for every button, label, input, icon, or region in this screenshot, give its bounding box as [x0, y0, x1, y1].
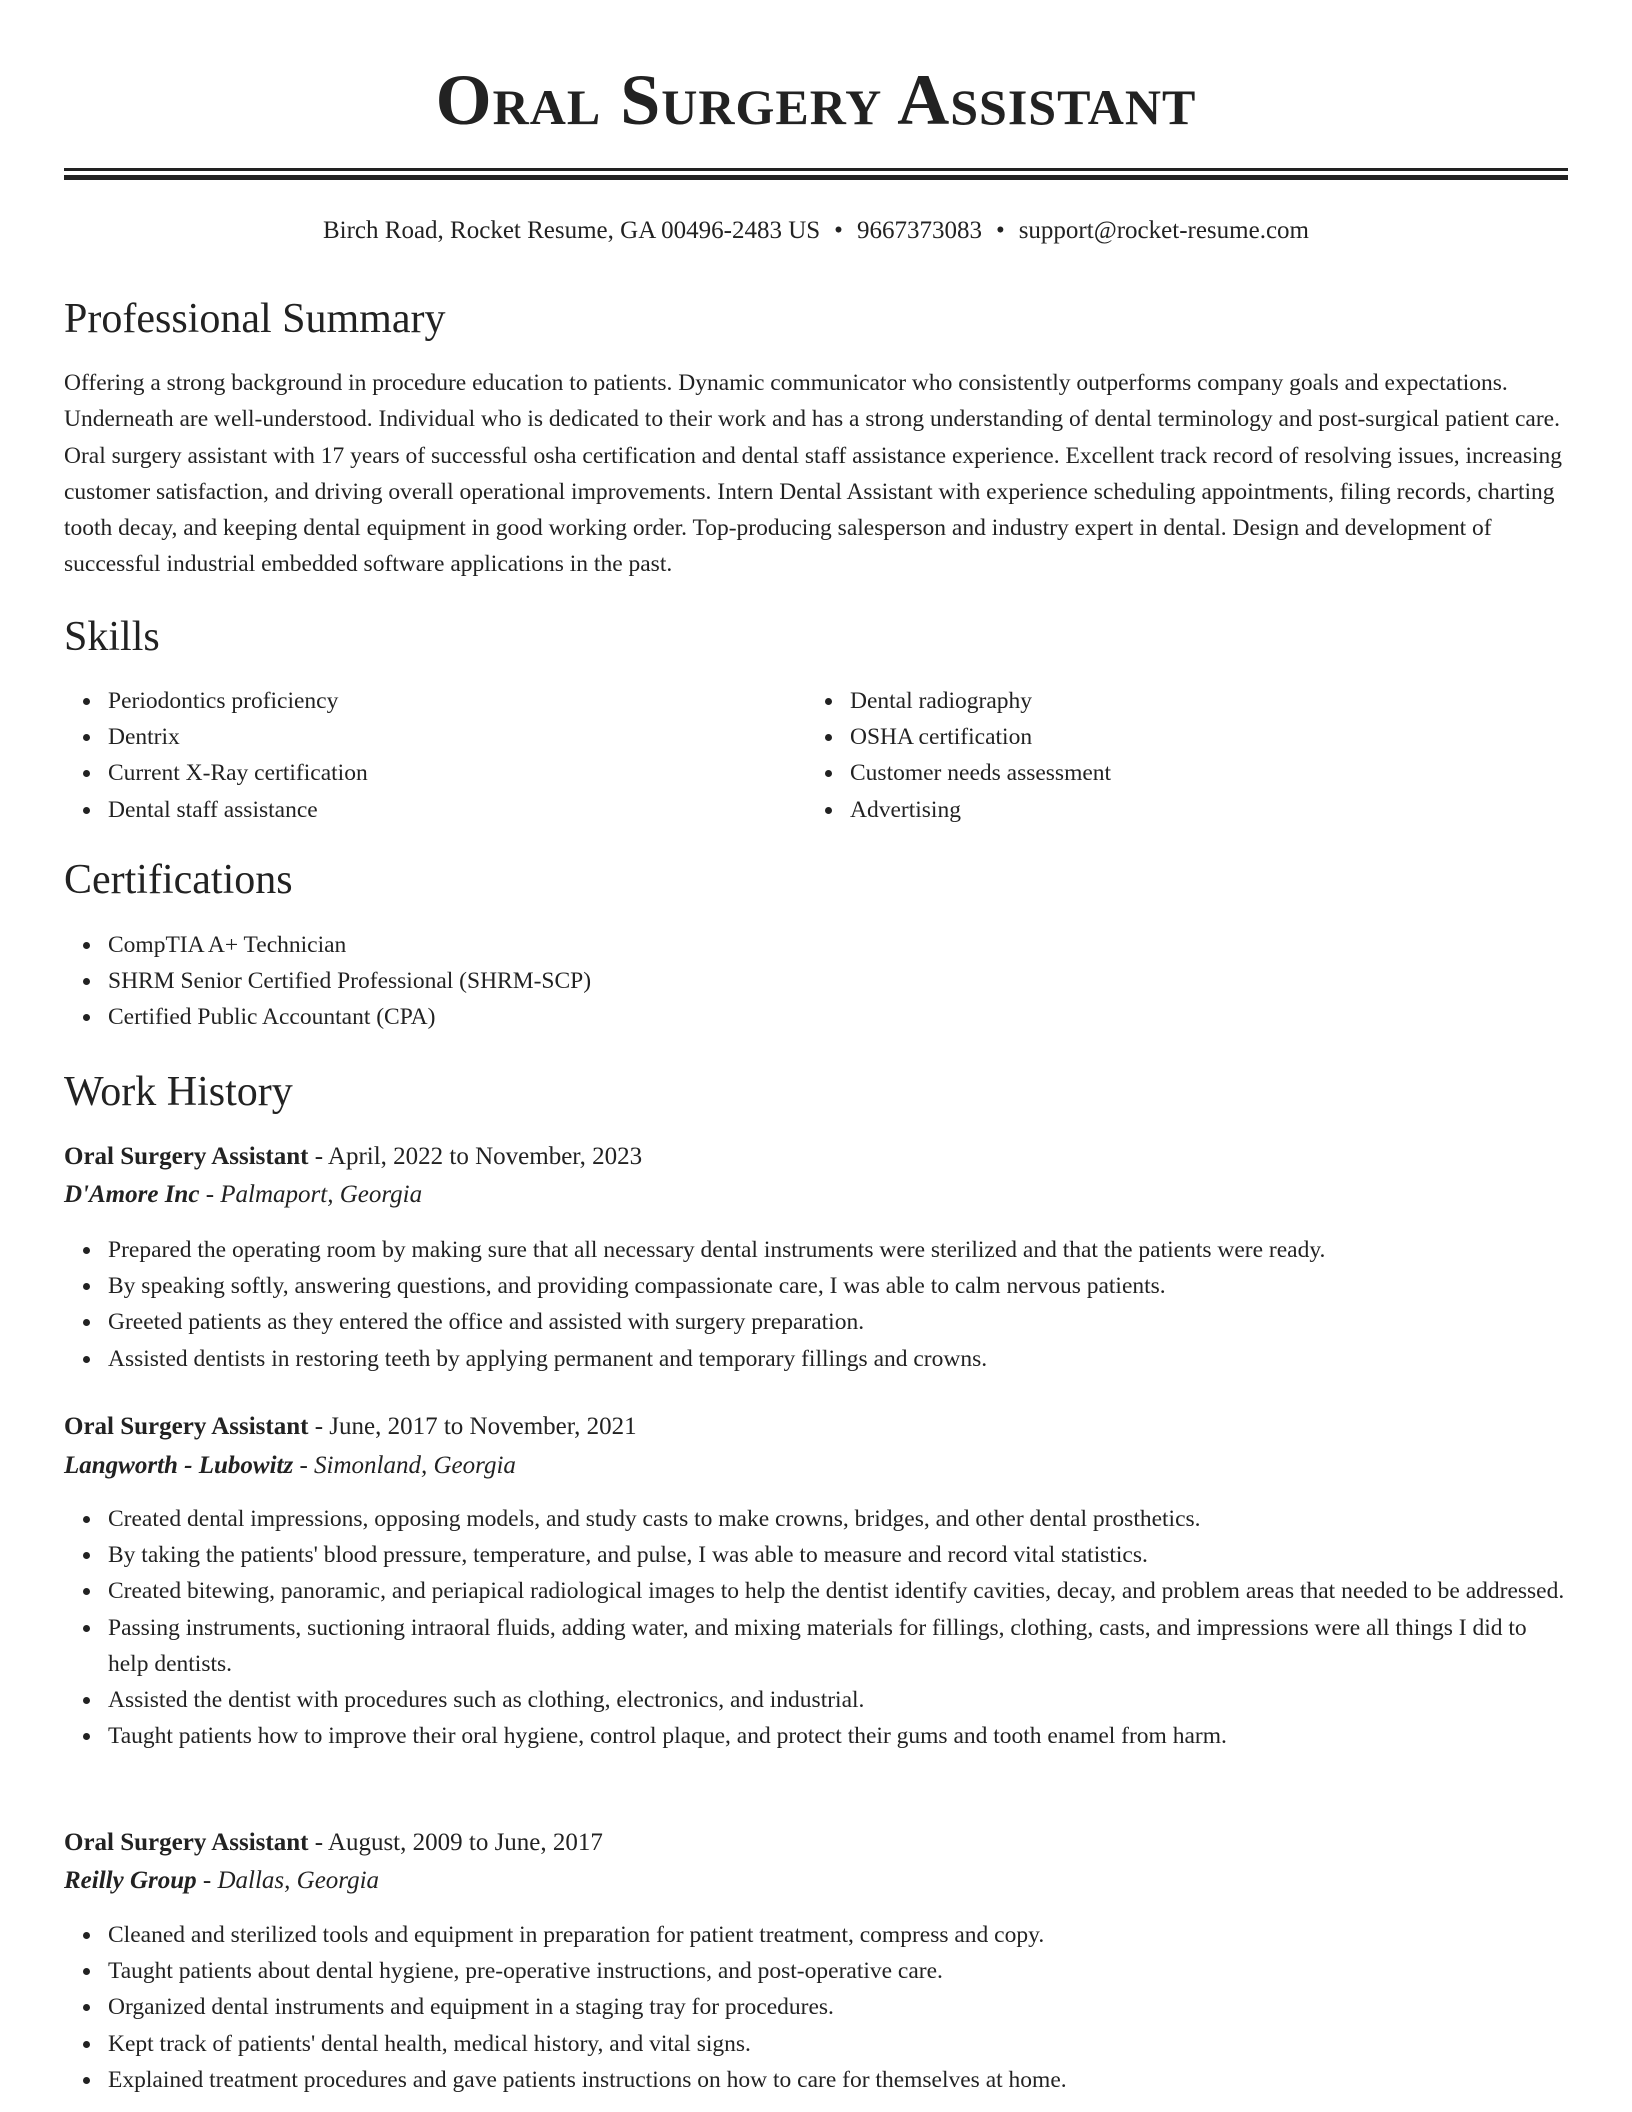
job-bullet: Assisted dentists in restoring teeth by applying permanent and temporary fillings and crowns.: [64, 1341, 1568, 1377]
contact-separator: •: [995, 217, 1005, 244]
skill-item: Dental radiography: [806, 683, 1506, 719]
job-title-line: [64, 1138, 642, 1176]
job-company: Reilly Group: [64, 1867, 197, 1894]
job-title-line: [64, 1408, 637, 1446]
job-bullet-list: [64, 1232, 1568, 1377]
job-bullet: Taught patients about dental hygiene, pre-operative instructions, and post-operative care.: [64, 1953, 1568, 1989]
skill-item: Advertising: [806, 792, 1506, 828]
job-bullet-list: [64, 1917, 1568, 2098]
job-bullet: Prepared the operating room by making sure that all necessary dental instruments were sterilized and that the patients were ready.: [64, 1232, 1568, 1268]
job-dates: - April, 2022 to November, 2023: [308, 1143, 643, 1170]
skills-heading: Skills: [64, 614, 160, 660]
skill-item: Customer needs assessment: [806, 755, 1506, 791]
summary-text: Offering a strong background in procedure education to patients. Dynamic communicator who consistently outperforms company goals and expectations. Underneath are well-understood. Individual who is dedicated to their work and has a strong understanding of dental terminology and post-surgical patient care. Oral surgery assistant with 17 years of successful osha certification and dental staff assistance experience. Excellent track record of resolving issues, increasing customer satisfaction, and driving overall operational improvements. Intern Dental Assistant with experience scheduling appointments, filing records, charting tooth decay, and keeping dental equipment in good working order. Top-producing salesperson and industry expert in dental. Design and development of successful industrial embedded software applications in the past.: [64, 370, 1563, 578]
skill-item: Periodontics proficiency: [64, 683, 764, 719]
certification-item: SHRM Senior Certified Professional (SHRM-SCP): [64, 963, 1564, 999]
skill-item: OSHA certification: [806, 719, 1506, 755]
job-company-line: [64, 1176, 422, 1214]
job-company-line: [64, 1447, 516, 1485]
skill-item: Dental staff assistance: [64, 792, 764, 828]
work-history-heading: Work History: [64, 1069, 293, 1115]
certifications-list: [64, 927, 1564, 1036]
job-bullet: Created bitewing, panoramic, and periapical radiological images to help the dentist identify cavities, decay, and problem areas that needed to be addressed.: [64, 1573, 1568, 1609]
job-bullet: Created dental impressions, opposing models, and study casts to make crowns, bridges, and other dental prosthetics.: [64, 1501, 1568, 1537]
job-bullet: By taking the patients' blood pressure, temperature, and pulse, I was able to measure and record vital statistics.: [64, 1537, 1568, 1573]
job-title-line: [64, 1824, 603, 1862]
header-divider-thick: [64, 175, 1568, 180]
job-bullet: Assisted the dentist with procedures such as clothing, electronics, and industrial.: [64, 1682, 1568, 1718]
skills-list-right: [806, 683, 1506, 828]
job-company: Langworth - Lubowitz: [64, 1452, 294, 1479]
summary-heading: Professional Summary: [64, 296, 446, 342]
contact-line: [0, 212, 1632, 250]
skills-list-left: [64, 683, 764, 828]
job-company-line: [64, 1862, 379, 1900]
job-location: - Simonland, Georgia: [293, 1452, 516, 1479]
certification-item: Certified Public Accountant (CPA): [64, 999, 1564, 1035]
job-title: Oral Surgery Assistant: [64, 1829, 309, 1856]
certification-item: CompTIA A+ Technician: [64, 927, 1564, 963]
job-bullet: Taught patients how to improve their oral hygiene, control plaque, and protect their gums and tooth enamel from harm.: [64, 1718, 1568, 1754]
job-dates: - June, 2017 to November, 2021: [308, 1413, 637, 1440]
skill-item: Current X-Ray certification: [64, 755, 764, 791]
job-title: Oral Surgery Assistant: [64, 1413, 309, 1440]
skill-item: Dentrix: [64, 719, 764, 755]
job-bullet: Cleaned and sterilized tools and equipment in preparation for patient treatment, compress and copy.: [64, 1917, 1568, 1953]
contact-email: support@rocket-resume.com: [1018, 217, 1309, 244]
contact-separator: •: [834, 217, 843, 244]
job-location: - Palmaport, Georgia: [199, 1181, 423, 1208]
job-dates: - August, 2009 to June, 2017: [308, 1829, 603, 1856]
job-location: - Dallas, Georgia: [196, 1867, 380, 1894]
header-divider-thin: [64, 168, 1568, 171]
job-bullet: Greeted patients as they entered the office and assisted with surgery preparation.: [64, 1304, 1568, 1340]
job-bullet: Explained treatment procedures and gave patients instructions on how to care for themselves at home.: [64, 2062, 1568, 2098]
job-bullet: Organized dental instruments and equipment in a staging tray for procedures.: [64, 1989, 1568, 2025]
job-bullet-list: [64, 1501, 1568, 1754]
job-title: Oral Surgery Assistant: [64, 1143, 309, 1170]
contact-address: Birch Road, Rocket Resume, GA 00496-2483 US: [322, 217, 821, 244]
job-bullet: Passing instruments, suctioning intraoral fluids, adding water, and mixing materials for fillings, clothing, casts, and impressions were all things I did to help dentists.: [64, 1610, 1568, 1682]
resume-name-heading: Oral Surgery Assistant: [435, 60, 1197, 140]
job-bullet: By speaking softly, answering questions, and providing compassionate care, I was able to calm nervous patients.: [64, 1268, 1568, 1304]
job-bullet: Kept track of patients' dental health, medical history, and vital signs.: [64, 2026, 1568, 2062]
contact-phone: 9667373083: [856, 217, 982, 244]
job-company: D'Amore Inc: [64, 1181, 200, 1208]
certifications-heading: Certifications: [64, 857, 293, 903]
